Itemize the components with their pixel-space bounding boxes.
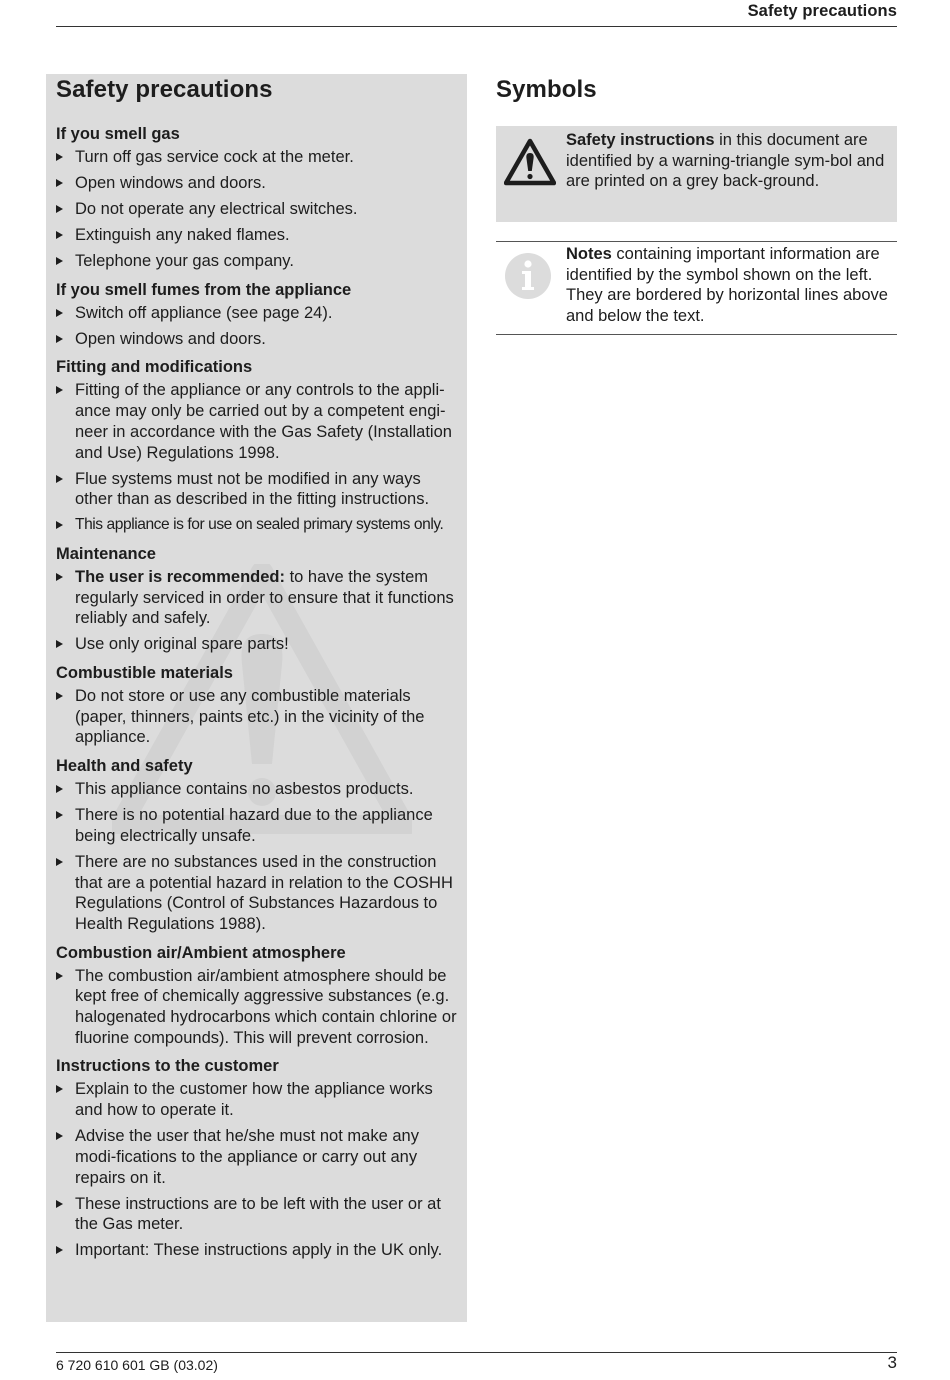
subsection-heading: Maintenance — [56, 544, 156, 563]
subsection-heading: Combustible materials — [56, 664, 233, 683]
bullet-arrow-icon — [56, 1132, 63, 1140]
list-item-lead: The user is recommended: — [75, 567, 285, 586]
running-header-title: Safety precautions — [747, 2, 897, 20]
list-item — [56, 147, 460, 168]
list-item — [56, 852, 460, 935]
list-item-text: Important: These instructions apply in the UK only. — [75, 1241, 443, 1260]
subsection-heading: Combustion air/Ambient atmosphere — [56, 943, 346, 962]
safety-instructions-box — [496, 126, 897, 222]
bullet-list — [56, 147, 460, 272]
list-item-text: Turn off gas service cock at the meter. — [75, 148, 354, 166]
notes-box — [496, 241, 897, 335]
symbols-heading: Symbols — [496, 76, 597, 103]
list-item-text: Advise the user that he/she must not make any modi-fications to the appliance or carry out any repairs on it. — [75, 1127, 419, 1187]
list-item — [56, 329, 460, 350]
list-item — [56, 199, 460, 220]
list-item-text: Telephone your gas company. — [75, 252, 294, 270]
list-item-text: Do not operate any electrical switches. — [75, 200, 358, 218]
safety-instructions-body: in this document are identified by a warning-triangle sym-bol and are printed on a grey back-ground. — [566, 131, 885, 191]
list-item-text: There is no potential hazard due to the appliance being electrically unsafe. — [75, 806, 433, 845]
list-item — [56, 805, 460, 846]
list-item — [56, 380, 460, 463]
list-item-text: Open windows and doors. — [75, 174, 266, 192]
safety-precautions-content — [56, 74, 460, 1267]
list-item-text: These instructions are to be left with the user or at the Gas meter. — [75, 1194, 441, 1234]
notes-lead: Notes — [566, 245, 612, 263]
list-item — [56, 515, 460, 536]
bullet-arrow-icon — [56, 640, 63, 648]
bullet-list — [56, 779, 460, 935]
bullet-arrow-icon — [56, 972, 63, 980]
bullet-arrow-icon — [56, 521, 63, 529]
list-item — [56, 303, 460, 324]
bullet-arrow-icon — [56, 475, 63, 483]
bullet-arrow-icon — [56, 785, 63, 793]
subsection-heading: Instructions to the customer — [56, 1057, 279, 1076]
list-item-text: This appliance is for use on sealed primary systems only. — [75, 516, 444, 534]
bullet-arrow-icon — [56, 335, 63, 343]
bullet-arrow-icon — [56, 1085, 63, 1093]
page-footer — [56, 1352, 897, 1380]
list-item — [56, 966, 460, 1049]
bullet-arrow-icon — [56, 811, 63, 819]
list-item-text: Flue systems must not be modified in any ways other than as described in the fitting instructions. — [75, 469, 430, 509]
list-item — [56, 567, 460, 629]
list-item-text: Do not store or use any combustible materials (paper, thinners, paints etc.) in the vicinity of the appliance. — [75, 687, 425, 747]
bullet-arrow-icon — [56, 179, 63, 187]
bullet-arrow-icon — [56, 573, 63, 581]
list-item — [56, 686, 460, 748]
subsection-heading: Fitting and modifications — [56, 358, 253, 377]
bullet-list — [56, 380, 460, 536]
list-item-text: Explain to the customer how the appliance works and how to operate it. — [75, 1080, 433, 1120]
list-item-text: Use only original spare parts! — [75, 635, 289, 654]
list-item-text: This appliance contains no asbestos products. — [75, 780, 414, 799]
bullet-list — [56, 567, 460, 655]
list-item-text: to have the system regularly serviced in order to ensure that it functions reliably and safely. — [75, 567, 454, 628]
bullet-arrow-icon — [56, 1246, 63, 1254]
bullet-list — [56, 303, 460, 350]
list-item — [56, 1194, 460, 1235]
list-item — [56, 634, 460, 655]
warning-triangle-icon — [504, 138, 556, 186]
list-item — [56, 251, 460, 272]
bullet-arrow-icon — [56, 1200, 63, 1208]
subsection-heading: If you smell gas — [56, 125, 180, 143]
list-item-text: The combustion air/ambient atmosphere should be kept free of chemically aggressive substances (e.g. halogenated hydrocarbons which contain chlorine or fluorine compounds). This will prevent corrosion. — [75, 966, 457, 1047]
list-item — [56, 1240, 460, 1261]
list-item — [56, 1126, 460, 1188]
bullet-arrow-icon — [56, 858, 63, 866]
bullet-arrow-icon — [56, 692, 63, 700]
bullet-arrow-icon — [56, 386, 63, 394]
page-title: Safety precautions — [56, 76, 273, 103]
list-item — [56, 173, 460, 194]
info-icon — [504, 252, 552, 300]
list-item-text: Switch off appliance (see page 24). — [75, 303, 333, 322]
notes-text — [566, 244, 888, 327]
list-item — [56, 779, 460, 800]
page-number: 3 — [887, 1353, 897, 1372]
list-item-text: There are no substances used in the construction that are a potential hazard in relation to the COSHH Regulations (Control of Substances Hazardous to Health Regulations 1988). — [75, 852, 453, 933]
subsection-heading: If you smell fumes from the appliance — [56, 280, 352, 299]
notes-body: containing important information are identified by the symbol shown on the left. They are bordered by horizontal lines above and below the text. — [566, 245, 888, 326]
safety-precautions-panel — [46, 74, 467, 1322]
subsection-heading: Health and safety — [56, 757, 193, 776]
safety-instructions-text — [566, 130, 888, 192]
bullet-list — [56, 686, 460, 748]
list-item — [56, 469, 460, 510]
bullet-arrow-icon — [56, 309, 63, 317]
bullet-list — [56, 1079, 460, 1261]
list-item-text: Extinguish any naked flames. — [75, 226, 290, 244]
safety-instructions-lead: Safety instructions — [566, 131, 715, 149]
bullet-list — [56, 966, 460, 1049]
list-item — [56, 225, 460, 246]
bullet-arrow-icon — [56, 231, 63, 239]
bullet-arrow-icon — [56, 153, 63, 161]
list-item-text: Open windows and doors. — [75, 329, 266, 348]
document-code: 6 720 610 601 GB (03.02) — [56, 1357, 218, 1373]
symbols-column — [496, 74, 897, 335]
list-item — [56, 1079, 460, 1120]
list-item-text: Fitting of the appliance or any controls to the appli-ance may only be carried out by a competent engi-neer in accordance with the Gas Safety (Installation and Use) Regulations 1998. — [75, 381, 452, 462]
bullet-arrow-icon — [56, 257, 63, 265]
bullet-arrow-icon — [56, 205, 63, 213]
page-header — [56, 0, 897, 27]
